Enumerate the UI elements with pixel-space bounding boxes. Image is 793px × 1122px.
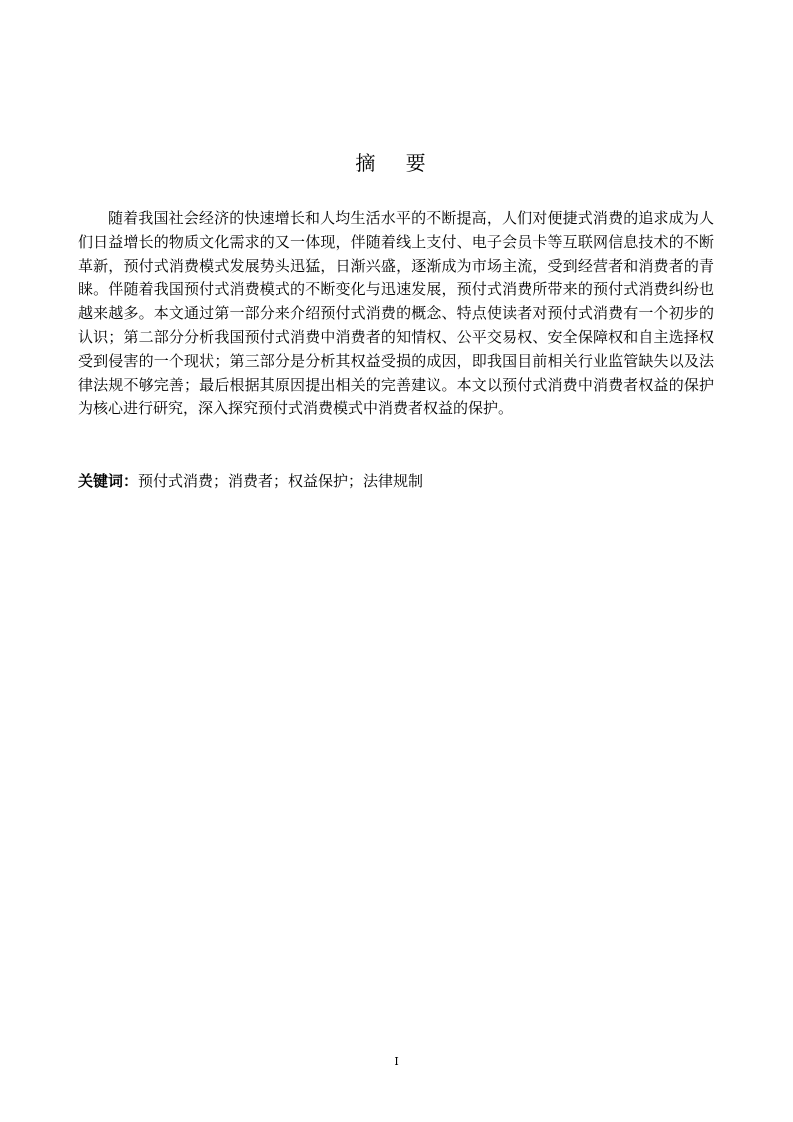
keywords-text: 预付式消费；消费者；权益保护；法律规制	[138, 472, 424, 490]
page-number: I	[394, 1055, 399, 1068]
abstract-title: 摘 要	[355, 151, 438, 175]
keywords-line	[78, 470, 714, 494]
abstract-paragraph: 随着我国社会经济的快速增长和人均生活水平的不断提高，人们对便捷式消费的追求成为人们日益增长的物质文化需求的又一体现，伴随着线上支付、电子会员卡等互联网信息技术的不断革新，预付式消费模式发展势头迅猛，日渐兴盛，逐渐成为市场主流，受到经营者和消费者的青睐。伴随着我国预付式消费模式的不断变化与迅速发展，预付式消费所带来的预付式消费纠纷也越来越多。本文通过第一部分来介绍预付式消费的概念、特点使读者对预付式消费有一个初步的认识；第二部分分析我国预付式消费中消费者的知情权、公平交易权、安全保障权和自主选择权受到侵害的一个现状；第三部分是分析其权益受损的成因，即我国目前相关行业监管缺失以及法律法规不够完善；最后根据其原因提出相关的完善建议。本文以预付式消费中消费者权益的保护为核心进行研究，深入探究预付式消费模式中消费者权益的保护。	[78, 209, 714, 418]
keywords-label: 关键词：	[78, 472, 139, 490]
